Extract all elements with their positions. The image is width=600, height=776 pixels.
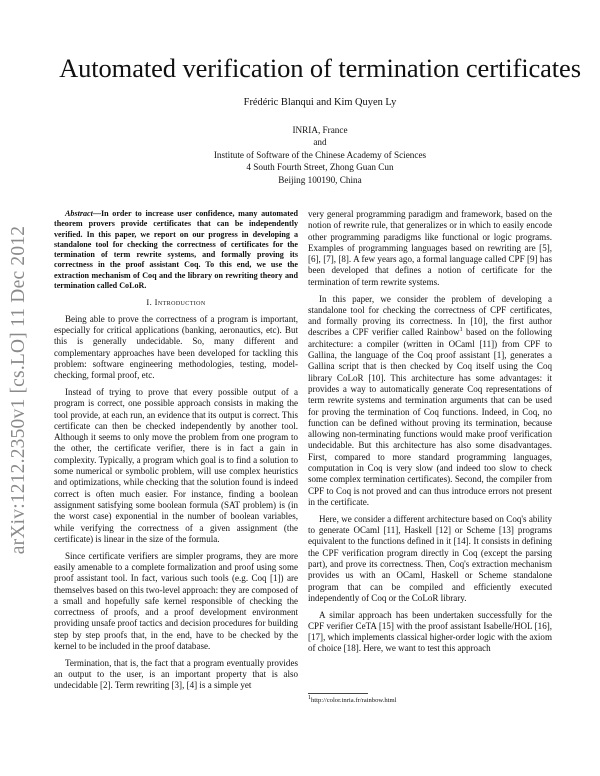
paragraph: Instead of trying to prove that every possible output of a program is correct, one possible approach consists in making the tool provide, at each run, an evidence that its output is correct. This certificate can then be checked independently by another tool. Although it seems to only move the problem from one program to the other, the certificate verifier, there is in fact a gain in complexity. Typically, a program which goal is to find a solution to some numerical or symbolic problem, will use complex heuristics and optimizations, while checking that the solution found is indeed correct is often much easier. For instance, finding a boolean assignment satisfying some boolean formula (SAT problem) is (in the worst case) exponential in the number of boolean variables, while verifying the correctness of a given assignment (the certificate) is linear in the size of the formula.: [54, 386, 298, 544]
paragraph: Since certificate verifiers are simpler programs, they are more easily amenable to a complete formalization and proof using some proof assistant tool. In fact, various such tools (e.g. Coq [1]) are themselves based on this two-level approach: they are composed of a small and hopefully safe kernel responsible of checking the correctness of proofs, and a proof development environment providing unsafe proof tactics and decision procedures for building step by step proofs that, in the end, have to be checked by the kernel to be included in the proof database.: [54, 550, 298, 651]
footnote-rule: [308, 693, 368, 694]
arxiv-margin-stamp: [6, 190, 32, 590]
affiliation-line: INRIA, France: [292, 125, 348, 135]
footnote-marker: 1: [459, 327, 463, 334]
arxiv-identifier: arXiv:1212.2350v1 [cs.LO] 11 Dec 2012: [8, 225, 29, 555]
affiliation-line: Beijing 100190, China: [278, 174, 362, 185]
paragraph: [308, 294, 552, 509]
section-number: I.: [146, 297, 153, 308]
affiliation-line: Institute of Software of the Chinese Academy of Sciences: [213, 149, 427, 160]
paragraph: Here, we consider a different architecture based on Coq's ability to generate OCaml [11], Haskell [12] or Scheme [13] programs equivalent to the functions defined in it [14]. It consists in defining the CPF verification program directly in Coq (except the parsing part), and prove its correctness. Then, Coq's extraction mechanism provides us with an OCaml, Haskell or Scheme standalone program that can be compiled and efficiently executed independently of Coq or the CoLoR library.: [308, 513, 552, 603]
footnote: [308, 694, 552, 705]
paragraph-text: based on the following architecture: a compiler (written in OCaml [11]) from CPF to Gallina, the language of the Coq proof assistant [1], generates a Gallina script that is then checked by Coq itself using the Coq library CoLoR [10]. This architecture has some advantages: it provides a way to automatically generate Coq representations of term rewrite systems and termination arguments that can be used for proving the termination of Coq functions. Indeed, in Coq, no function can be defined without proving its termination, because allowing non-terminating functions would make proof verification undecidable. But this architecture has also some disadvantages. First, compared to more standard programming languages, computation in Coq is very slow (and indeed too slow to check some complex termination certificates). Second, the compiler from CPF to Coq is not proved and can thus introduce errors not present in the certificate.: [308, 327, 552, 507]
section-title: Introduction: [154, 297, 206, 308]
paragraph: Termination, that is, the fact that a program eventually provides an output to the user, is an important property that is also undecidable [2]. Term rewriting [3], [4] is a simple yet: [54, 657, 298, 691]
abstract-text: —In order to increase user confidence, many automated theorem provers provide certificates that can be independently verified. In this paper, we report on our progress in developing a standalone tool for checking the correctness of certificates for the termination of term rewrite systems, and formally proving its correctness in the proof assistant Coq. To this end, we use the extraction mechanism of Coq and the library on rewriting theory and termination called CoLoR.: [54, 209, 298, 291]
right-column: [308, 209, 552, 655]
paragraph: Being able to prove the correctness of a program is important, especially for critical applications (banking, aeronautics, etc). But this is generally undecidable. So, many different and complementary approaches have been developed for tackling this problem: software engineering methodologies, testing, model-checking, formal proof, etc.: [54, 313, 298, 381]
paper-authors: Frédéric Blanqui and Kim Quyen Ly: [243, 97, 397, 108]
footnote-number: 1: [308, 694, 311, 701]
affiliation-line: and: [313, 137, 327, 148]
paper-title: Automated verification of termination certificates: [59, 53, 581, 83]
abstract: [54, 209, 298, 291]
paragraph: very general programming paradigm and framework, based on the notion of rewrite rule, that generalizes or in which to easily encode other programming paradigms like functional or logic programs. Examples of programming languages based on rewriting are [5], [6], [7], [8]. A few years ago, a formal language called CPF [9] has been developed that defines a notion of certificate for the termination of term rewrite systems.: [308, 209, 552, 287]
footnote-url: http://color.inria.fr/rainbow.html: [311, 697, 397, 704]
affiliation-block: [40, 124, 600, 186]
affiliation-line: 4 South Fourth Street, Zhong Guan Cun: [246, 162, 394, 173]
paragraph: A similar approach has been undertaken successfully for the CPF verifier CeTA [15] with the proof assistant Isabelle/HOL [16], [17], which implements classical higher-order logic with the axiom of choice [18]. Here, we want to test this approach: [308, 609, 552, 654]
section-heading: [54, 297, 298, 308]
paragraph-text: In this paper, we consider the problem of developing a standalone tool for checking the correctness of CPF certificates, and formally proving its correctness. In [10], the first author describes a CPF verifier called Rainbow: [308, 293, 552, 338]
left-column: [54, 209, 298, 692]
abstract-lead: Abstract: [65, 209, 93, 218]
